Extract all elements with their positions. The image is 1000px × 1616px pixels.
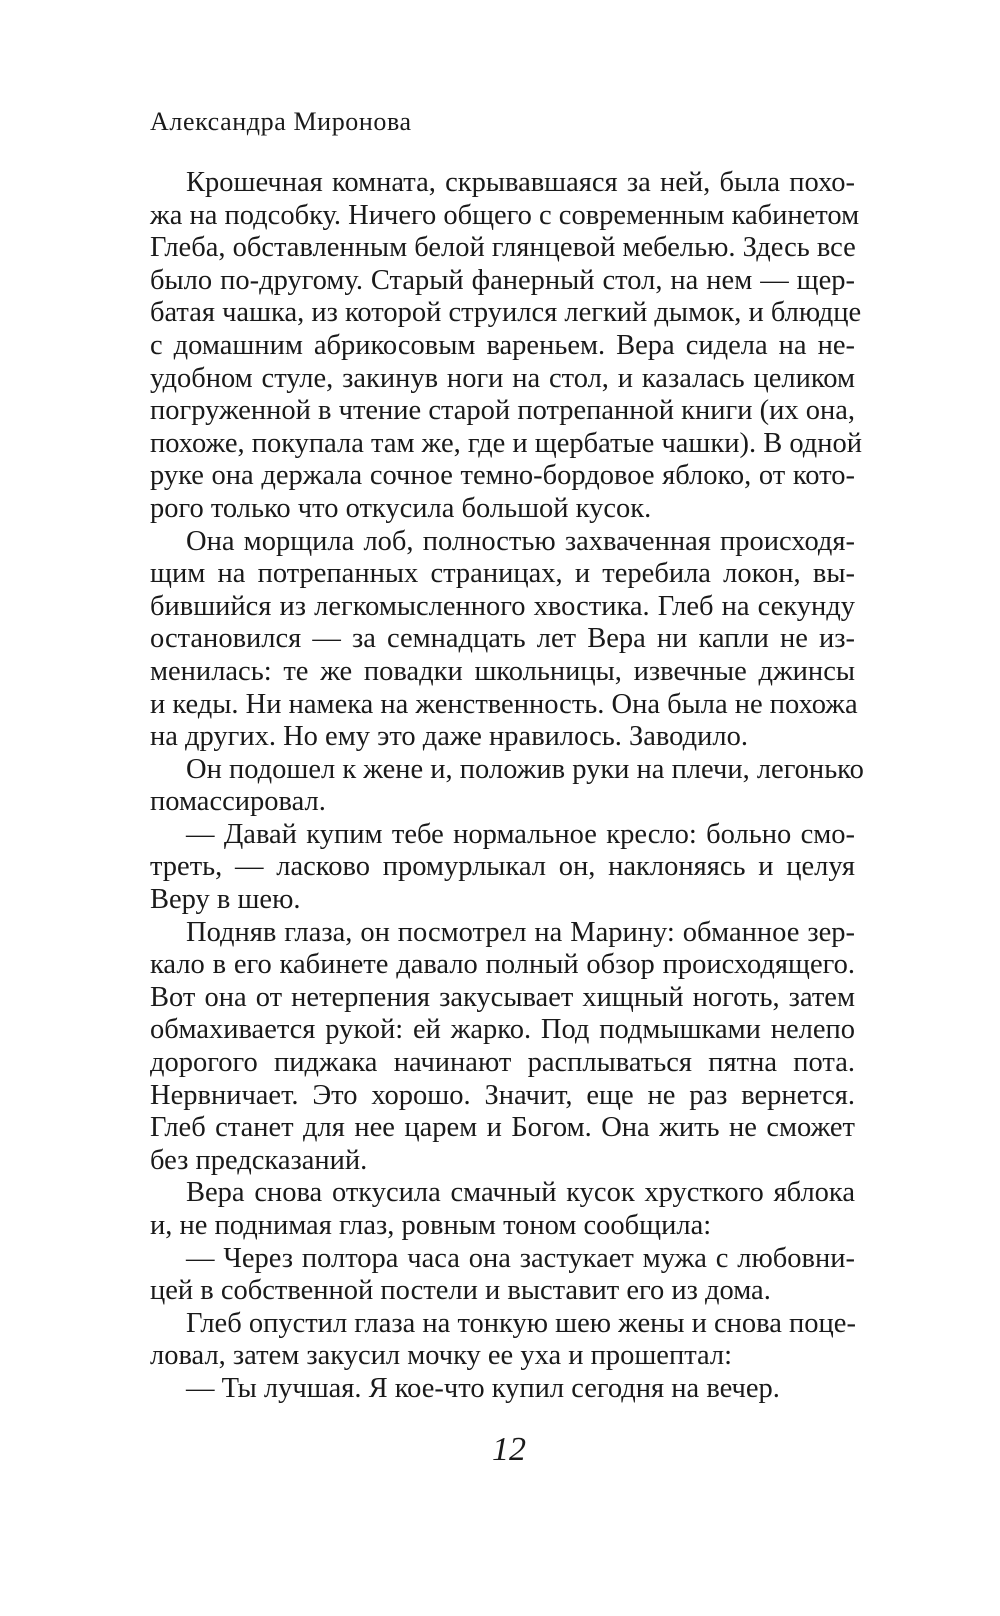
text-line: на других. Но ему это даже нравилось. Заводило. bbox=[150, 721, 748, 753]
text-line: руке она держала сочное темно-бордовое яблоко, от кото- bbox=[150, 460, 855, 492]
text-line: Подняв глаза, он посмотрел на Марину: обманное зер- bbox=[186, 916, 855, 948]
text-line: — Через полтора часа она застукает мужа с любовни- bbox=[186, 1242, 855, 1274]
text-line: похоже, покупала там же, где и щербатые чашки). В одной bbox=[150, 427, 863, 459]
text-line: Глеб станет для нее царем и Богом. Она жить не сможет bbox=[150, 1112, 855, 1144]
text-line: Нервничает. Это хорошо. Значит, еще не раз вернется. bbox=[150, 1079, 855, 1111]
body-text bbox=[150, 167, 864, 1406]
text-line: удобном стуле, закинув ноги на стол, и казалась целиком bbox=[150, 362, 855, 394]
text-line: треть, — ласково промурлыкал он, наклоняясь и целуя bbox=[150, 851, 855, 883]
text-line: щим на потрепанных страницах, и теребила локон, вы- bbox=[150, 558, 855, 590]
text-line: с домашним абрикосовым вареньем. Вера сидела на не- bbox=[150, 329, 855, 361]
text-line: — Ты лучшая. Я кое-что купил сегодня на вечер. bbox=[186, 1372, 780, 1404]
text-line: рого только что откусила большой кусок. bbox=[150, 492, 652, 524]
text-line: Вера снова откусила смачный кусок хрусткого яблока bbox=[186, 1177, 855, 1209]
text-line: — Давай купим тебе нормальное кресло: больно смо- bbox=[186, 818, 855, 850]
text-line: ловал, затем закусил мочку ее уха и прошептал: bbox=[150, 1340, 733, 1372]
text-line: менилась: те же повадки школьницы, извечные джинсы bbox=[150, 655, 855, 687]
text-line: и, не поднимая глаз, ровным тоном сообщила: bbox=[150, 1210, 712, 1241]
text-line: Глеба, обставленным белой глянцевой мебелью. Здесь все bbox=[150, 232, 856, 264]
text-line: Веру в шею. bbox=[150, 884, 301, 916]
text-line: Она морщила лоб, полностью захваченная происходя- bbox=[186, 525, 855, 557]
text-line: погруженной в чтение старой потрепанной книги (их она, bbox=[150, 395, 855, 427]
text-line: без предсказаний. bbox=[150, 1144, 368, 1176]
text-line: остановился — за семнадцать лет Вера ни капли не из- bbox=[150, 623, 855, 655]
text-line: Вот она от нетерпения закусывает хищный ноготь, затем bbox=[150, 981, 855, 1013]
text-line: Крошечная комната, скрывавшаяся за ней, была похо- bbox=[186, 167, 855, 198]
text-line: Он подошел к жене и, положив руки на плечи, легонько bbox=[186, 753, 864, 785]
text-line: и кеды. Ни намека на женственность. Она была не похожа bbox=[150, 688, 858, 720]
text-line: помассировал. bbox=[150, 786, 326, 818]
text-line: жа на подсобку. Ничего общего с современным кабинетом bbox=[150, 199, 860, 231]
text-line: кало в его кабинете давало полный обзор происходящего. bbox=[150, 949, 855, 981]
text-line: батая чашка, из которой струился легкий дымок, и блюдце bbox=[150, 297, 862, 329]
text-line: Глеб опустил глаза на тонкую шею жены и снова поце- bbox=[186, 1307, 856, 1339]
running-header-author: Александра Миронова bbox=[150, 107, 412, 136]
text-line: цей в собственной постели и выставит его из дома. bbox=[150, 1275, 771, 1307]
text-line: бившийся из легкомысленного хвостика. Глеб на секунду bbox=[150, 590, 855, 622]
text-line: было по-другому. Старый фанерный стол, на нем — щер- bbox=[150, 264, 855, 296]
page-number: 12 bbox=[492, 1431, 526, 1468]
text-line: обмахивается рукой: ей жарко. Под подмышками нелепо bbox=[150, 1014, 855, 1046]
text-line: дорогого пиджака начинают расплываться пятна пота. bbox=[150, 1047, 855, 1079]
